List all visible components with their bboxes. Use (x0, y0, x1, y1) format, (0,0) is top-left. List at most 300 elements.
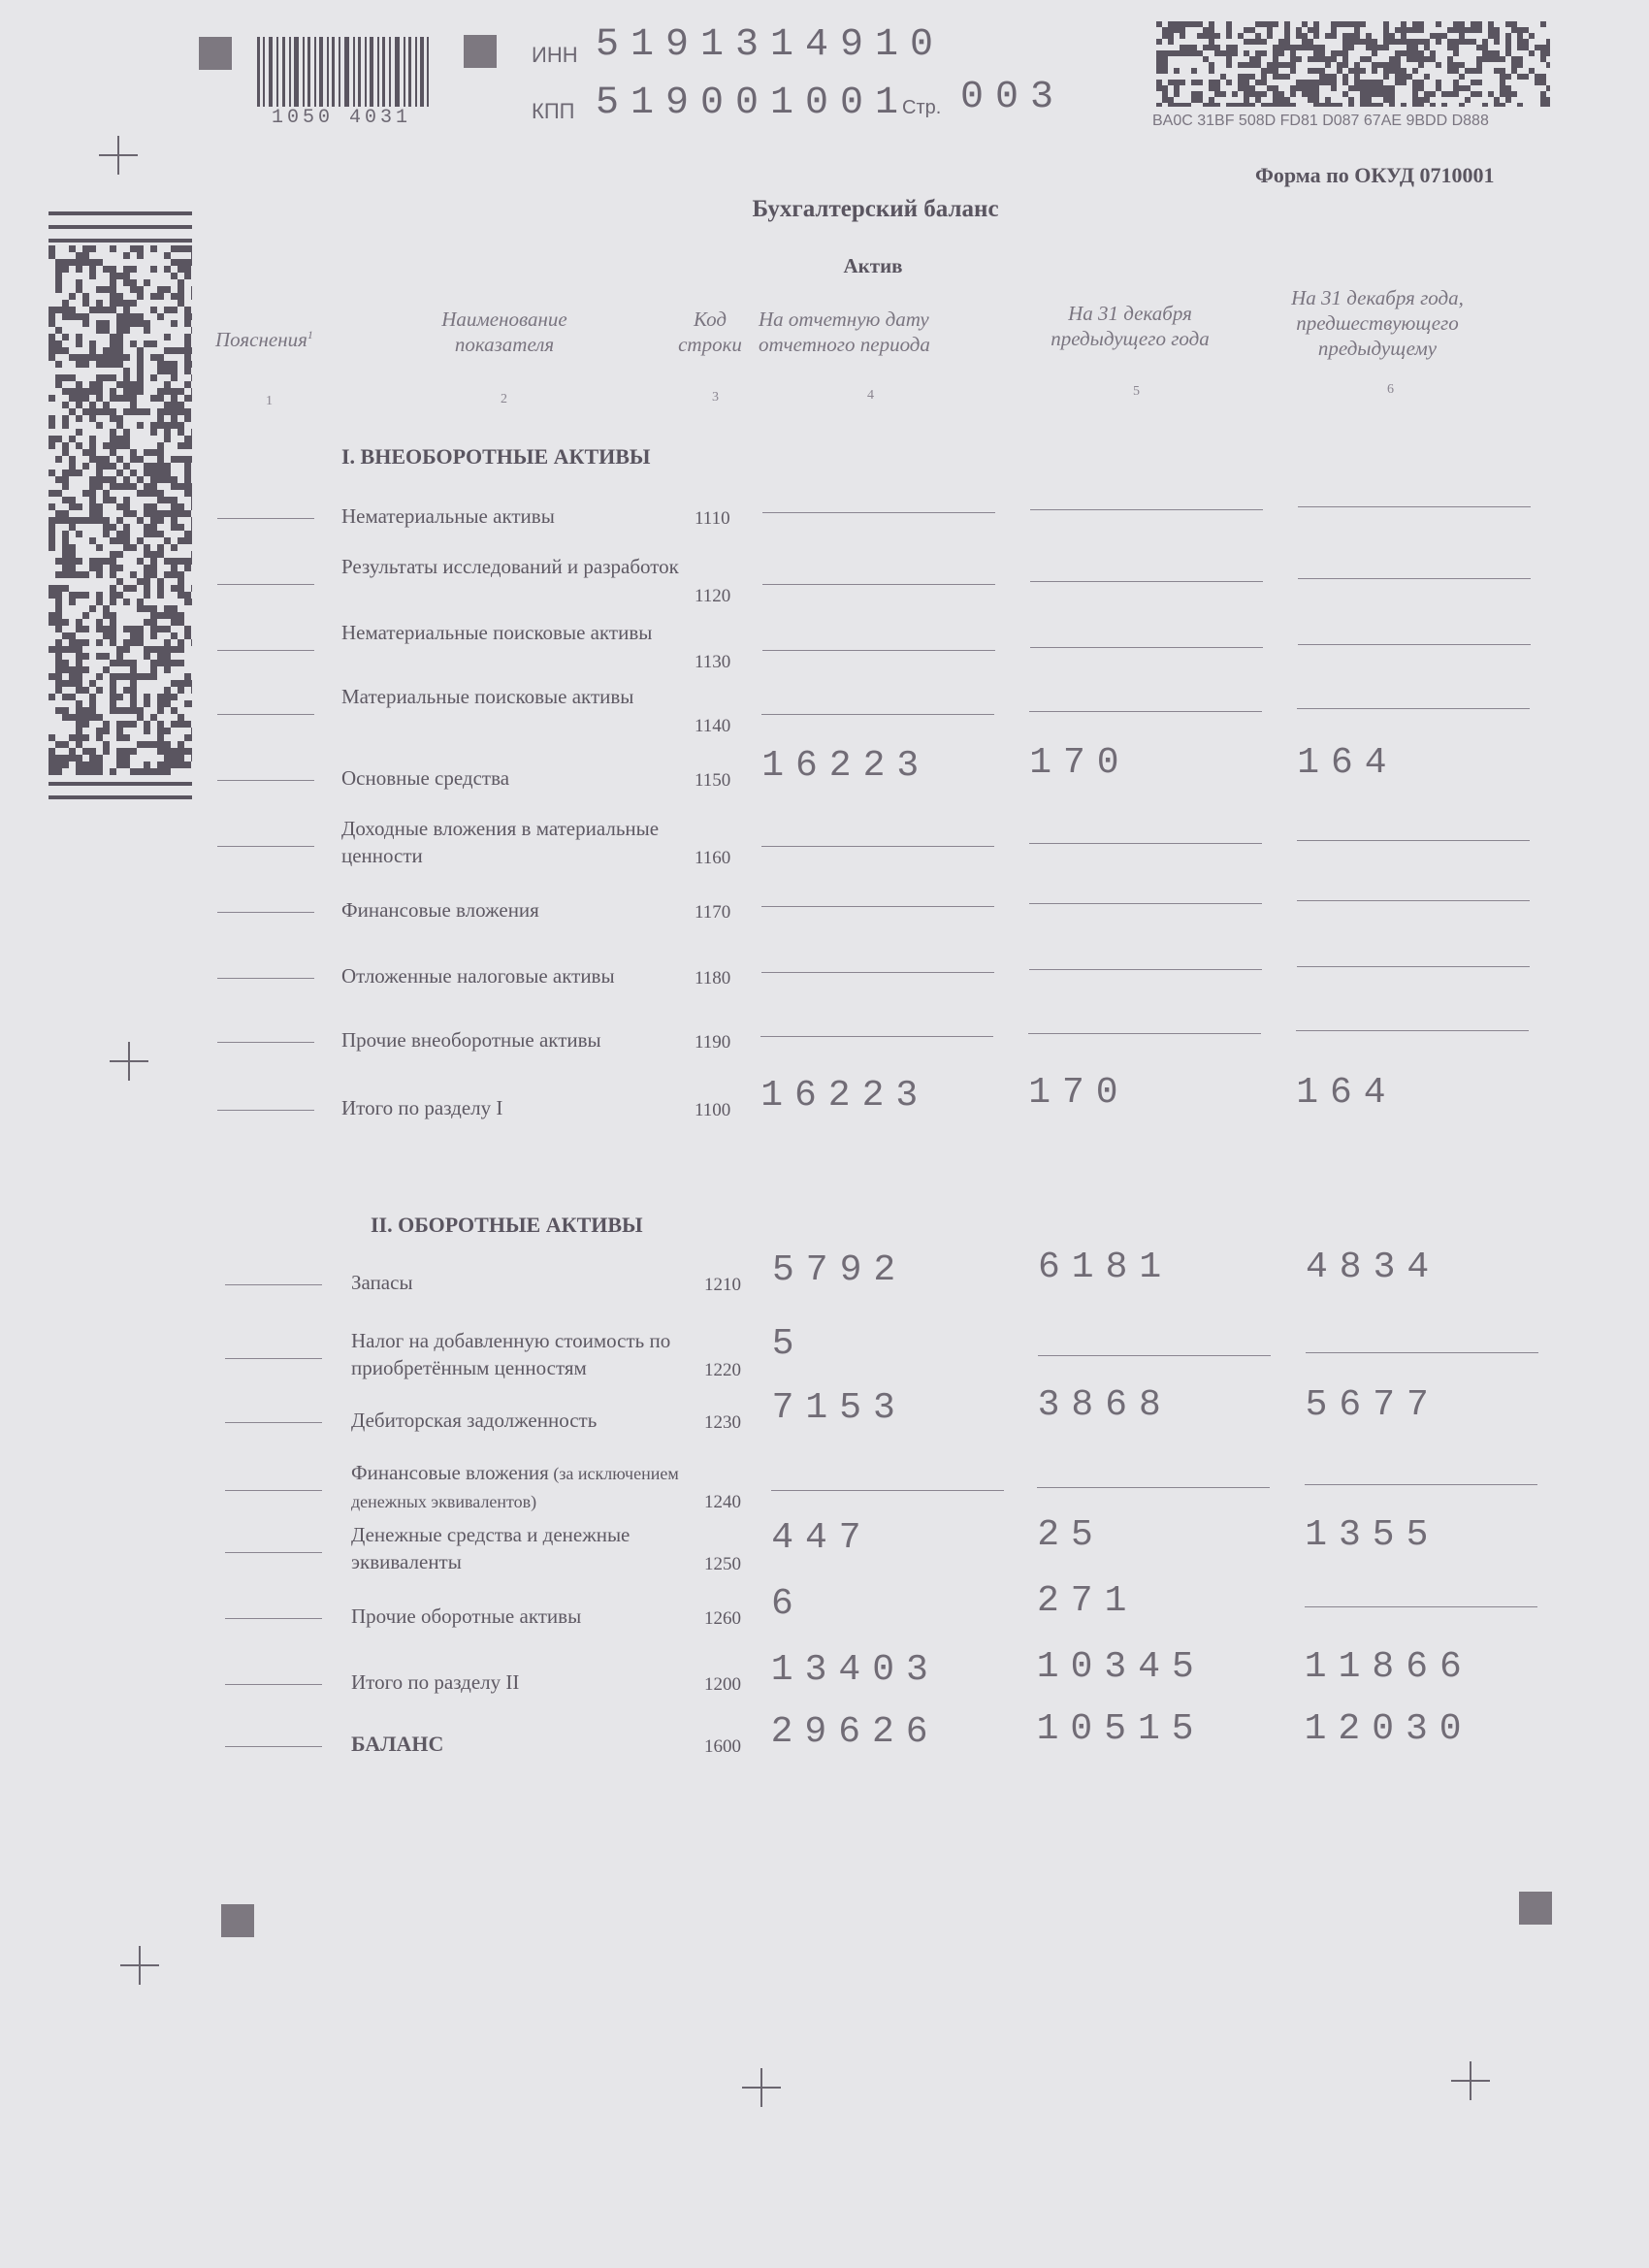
barcode-module (191, 456, 192, 463)
barcode-module (110, 700, 116, 707)
barcode-module (1383, 39, 1389, 45)
barcode-module (55, 585, 62, 592)
barcode-module (191, 639, 192, 646)
barcode-module (1535, 74, 1540, 80)
barcode-module (62, 442, 69, 449)
barcode-module (110, 436, 116, 442)
barcode-module (144, 585, 150, 592)
notes-line (217, 912, 314, 913)
barcode-module (1517, 27, 1523, 33)
barcode-module (144, 619, 150, 626)
barcode-module (123, 734, 130, 741)
barcode-module (1261, 91, 1267, 97)
barcode-module (1244, 62, 1249, 68)
barcode-module (1500, 91, 1505, 97)
barcode-module (110, 782, 116, 786)
barcode-module (1372, 62, 1377, 68)
barcode-module (1226, 62, 1232, 68)
barcode-module (1197, 21, 1203, 27)
barcode-module (62, 680, 69, 687)
barcode-module (82, 354, 89, 361)
barcode-module (1290, 91, 1296, 97)
barcode-module (130, 748, 137, 755)
barcode-module (171, 368, 178, 374)
barcode-module (144, 605, 150, 612)
barcode-module (116, 381, 123, 388)
barcode-module (1319, 74, 1325, 80)
barcode-module (1412, 56, 1418, 62)
barcode-module (69, 374, 76, 381)
barcode-module (103, 605, 110, 612)
barcode-module (116, 327, 123, 334)
barcode-module (1372, 45, 1377, 50)
barcode-module (110, 612, 116, 619)
barcode-module (171, 307, 178, 313)
barcode-module (116, 673, 123, 680)
barcode-module (1540, 91, 1546, 97)
barcode-module (82, 313, 89, 320)
barcode-module (123, 748, 130, 755)
barcode-module (191, 497, 192, 503)
barcode-module (1354, 74, 1360, 80)
barcode-module (1459, 39, 1465, 45)
barcode-module (69, 293, 76, 300)
barcode-module (137, 293, 144, 300)
barcode-module (1249, 74, 1255, 80)
barcode-module (1273, 68, 1278, 74)
barcode-module (1529, 33, 1535, 39)
barcode-module (178, 660, 184, 666)
barcode-module (1331, 33, 1337, 39)
barcode-module (171, 388, 178, 395)
barcode-module (1162, 50, 1168, 56)
barcode-module (1540, 80, 1546, 85)
barcode-module (184, 748, 191, 755)
barcode-module (76, 442, 82, 449)
barcode-module (191, 524, 192, 531)
barcode-module (69, 463, 76, 470)
barcode-module (1331, 56, 1337, 62)
barcode-module (69, 395, 76, 402)
notes-line (217, 650, 314, 651)
barcode-module (144, 510, 150, 517)
empty-value-line (1298, 506, 1531, 507)
barcode-module (69, 632, 76, 639)
barcode-module (82, 239, 89, 243)
barcode-module (178, 245, 184, 252)
barcode-module (69, 714, 76, 721)
barcode-module (123, 721, 130, 728)
barcode-module (1244, 85, 1249, 91)
barcode-module (1331, 50, 1337, 56)
barcode-module (1308, 68, 1313, 74)
barcode-module (178, 795, 184, 799)
barcode-module (1348, 45, 1354, 50)
barcode-module (171, 239, 178, 243)
row-code: 1150 (695, 770, 731, 791)
barcode-module (1348, 33, 1354, 39)
barcode-module (110, 497, 116, 503)
barcode-module (110, 537, 116, 544)
value-col-4: 7153 (771, 1387, 907, 1429)
barcode-module (137, 537, 144, 544)
barcode-module (137, 313, 144, 320)
barcode-module (116, 795, 123, 799)
barcode-module (184, 313, 191, 320)
barcode-module (184, 761, 191, 768)
barcode-module (171, 748, 178, 755)
barcode-module (123, 660, 130, 666)
barcode-module (1424, 97, 1430, 103)
barcode-module (1156, 50, 1162, 56)
barcode-module (1313, 80, 1319, 85)
empty-value-line (1298, 644, 1531, 645)
barcode-module (96, 408, 103, 415)
barcode-module (89, 483, 96, 490)
barcode-module (1156, 62, 1162, 68)
barcode-module (144, 279, 150, 286)
barcode-module (164, 476, 171, 483)
barcode-module (1441, 103, 1447, 107)
barcode-module (1529, 50, 1535, 56)
barcode-module (191, 442, 192, 449)
barcode-module (116, 551, 123, 558)
barcode-module (1401, 80, 1406, 85)
barcode-module (191, 551, 192, 558)
barcode-module (1278, 45, 1284, 50)
barcode-module (116, 225, 123, 229)
barcode-module (76, 334, 82, 340)
barcode-module (1389, 39, 1395, 45)
barcode-module (1453, 91, 1459, 97)
barcode-module (110, 680, 116, 687)
barcode-module (157, 415, 164, 422)
barcode-module (1406, 50, 1412, 56)
barcode-module (1395, 39, 1401, 45)
barcode-module (171, 456, 178, 463)
barcode-module (1471, 91, 1476, 97)
barcode-module (1418, 62, 1424, 68)
barcode-module (103, 354, 110, 361)
barcode-module (116, 395, 123, 402)
barcode-module (89, 340, 96, 347)
barcode-module (82, 517, 89, 524)
barcode-module (144, 470, 150, 476)
barcode-module (150, 490, 157, 497)
notes-line (225, 1746, 322, 1747)
barcode-module (157, 442, 164, 449)
registration-square (1519, 1892, 1552, 1925)
barcode-module (184, 680, 191, 687)
barcode-module (1209, 85, 1214, 91)
barcode-module (1430, 103, 1436, 107)
barcode-module (48, 646, 55, 653)
barcode-module (1494, 39, 1500, 45)
barcode-module (116, 456, 123, 463)
barcode-module (82, 782, 89, 786)
barcode-module (137, 639, 144, 646)
barcode-module (1278, 39, 1284, 45)
row-label: Отложенные налоговые активы (341, 964, 615, 988)
barcode-module (171, 524, 178, 531)
barcode-module (82, 687, 89, 694)
barcode-module (69, 245, 76, 252)
barcode-module (96, 714, 103, 721)
barcode-module (1284, 62, 1290, 68)
barcode-module (1296, 85, 1302, 91)
barcode-module (137, 422, 144, 429)
barcode-module (76, 558, 82, 565)
barcode-module (150, 795, 157, 799)
barcode-module (1255, 21, 1261, 27)
barcode-module (1511, 21, 1517, 27)
barcode-module (1500, 74, 1505, 80)
barcode-module (1273, 91, 1278, 97)
barcode-module (130, 456, 137, 463)
barcode-module (89, 755, 96, 761)
barcode-module (1180, 50, 1185, 56)
barcode-module (137, 707, 144, 714)
barcode-module (178, 721, 184, 728)
barcode-module (1308, 80, 1313, 85)
barcode-module (150, 395, 157, 402)
barcode-module (1290, 45, 1296, 50)
barcode-module (171, 476, 178, 483)
barcode-module (62, 666, 69, 673)
barcode-module (157, 517, 164, 524)
barcode-module (1255, 39, 1261, 45)
barcode-module (184, 395, 191, 402)
barcode-module (164, 429, 171, 436)
barcode-module (1471, 80, 1476, 85)
barcode-module (178, 524, 184, 531)
barcode-module (82, 245, 89, 252)
barcode-module (1313, 21, 1319, 27)
barcode-module (1162, 33, 1168, 39)
barcode-module (150, 307, 157, 313)
barcode-module (184, 558, 191, 565)
row-label: Доходные вложения в материальные ценности (341, 817, 660, 867)
barcode-module (1191, 80, 1197, 85)
barcode-module (1511, 56, 1517, 62)
barcode-module (144, 653, 150, 660)
barcode-module (1360, 103, 1366, 107)
barcode-module (89, 700, 96, 707)
barcode-module (184, 340, 191, 347)
barcode-module (96, 286, 103, 293)
barcode-module (1372, 103, 1377, 107)
barcode-module (89, 680, 96, 687)
barcode-module (1284, 103, 1290, 107)
barcode-module (123, 503, 130, 510)
barcode-module (82, 707, 89, 714)
barcode-module (103, 558, 110, 565)
barcode-module (1180, 45, 1185, 50)
barcode-module (1482, 56, 1488, 62)
barcode-module (157, 782, 164, 786)
barcode-module (1156, 80, 1162, 85)
barcode-module (164, 408, 171, 415)
barcode-module (116, 320, 123, 327)
barcode-module (48, 537, 55, 544)
barcode-module (1406, 39, 1412, 45)
value-col-5: 10345 (1036, 1646, 1206, 1688)
barcode-module (171, 707, 178, 714)
barcode-module (130, 300, 137, 307)
barcode-module (82, 721, 89, 728)
barcode-module (1214, 85, 1220, 91)
barcode-module (1546, 85, 1550, 91)
barcode-module (1273, 62, 1278, 68)
barcode-module (1302, 85, 1308, 91)
barcode-module (1238, 74, 1244, 80)
barcode-module (178, 748, 184, 755)
barcode-module (123, 544, 130, 551)
barcode-module (1383, 85, 1389, 91)
barcode-module (171, 646, 178, 653)
barcode-module (157, 395, 164, 402)
barcode-module (1203, 56, 1209, 62)
empty-value-line (762, 584, 995, 585)
barcode-module (62, 565, 69, 571)
barcode-module (178, 761, 184, 768)
barcode-module (69, 354, 76, 361)
barcode-module (1278, 97, 1284, 103)
barcode-module (123, 442, 130, 449)
barcode-module (1505, 50, 1511, 56)
barcode-module (69, 239, 76, 243)
barcode-module (110, 442, 116, 449)
barcode-module (137, 368, 144, 374)
barcode-module (1168, 21, 1174, 27)
barcode-module (130, 395, 137, 402)
barcode-module (171, 422, 178, 429)
barcode-module (1308, 85, 1313, 91)
barcode-module (1261, 68, 1267, 74)
barcode-module (123, 354, 130, 361)
barcode-module (1226, 33, 1232, 39)
column-number: 5 (1133, 384, 1140, 399)
barcode-module (62, 795, 69, 799)
barcode-module (1342, 50, 1348, 56)
barcode-module (96, 558, 103, 565)
barcode-module (76, 646, 82, 653)
barcode-module (1185, 21, 1191, 27)
barcode-module (1412, 39, 1418, 45)
barcode-module (82, 626, 89, 632)
barcode-module (1255, 91, 1261, 97)
barcode-module (76, 626, 82, 632)
barcode-module (69, 456, 76, 463)
empty-value-line (762, 512, 995, 513)
barcode-module (144, 721, 150, 728)
empty-value-line (1029, 711, 1262, 712)
barcode-module (62, 755, 69, 761)
barcode-module (164, 728, 171, 734)
barcode-module (116, 592, 123, 599)
barcode-module (178, 612, 184, 619)
barcode-module (110, 565, 116, 571)
barcode-module (96, 327, 103, 334)
barcode-module (1296, 27, 1302, 33)
barcode-module (69, 755, 76, 761)
barcode-module (164, 741, 171, 748)
barcode-module (1354, 33, 1360, 39)
barcode-module (1214, 33, 1220, 39)
barcode-module (103, 347, 110, 354)
barcode-module (1436, 39, 1441, 45)
row-code: 1170 (695, 902, 731, 923)
barcode-module (1331, 85, 1337, 91)
barcode-module (96, 374, 103, 381)
barcode-module (89, 503, 96, 510)
barcode-module (55, 510, 62, 517)
empty-value-line (1038, 1355, 1271, 1356)
barcode-module (171, 408, 178, 415)
barcode-module (150, 565, 157, 571)
barcode-module (116, 728, 123, 734)
barcode-module (1273, 21, 1278, 27)
barcode-module (184, 361, 191, 368)
barcode-module (1214, 91, 1220, 97)
barcode-module (96, 381, 103, 388)
barcode-module (1191, 21, 1197, 27)
barcode-module (178, 422, 184, 429)
barcode-module (89, 449, 96, 456)
barcode-module (1471, 39, 1476, 45)
barcode-module (1395, 68, 1401, 74)
barcode-module (1331, 103, 1337, 107)
barcode-module (76, 795, 82, 799)
barcode-module (171, 374, 178, 381)
barcode-module (171, 619, 178, 626)
barcode-module (48, 673, 55, 680)
barcode-module (1319, 68, 1325, 74)
barcode-module (144, 320, 150, 327)
barcode-module (130, 279, 137, 286)
barcode-module (144, 408, 150, 415)
barcode-module (110, 347, 116, 354)
barcode-module (150, 646, 157, 653)
barcode-module (69, 748, 76, 755)
barcode-module (1465, 97, 1471, 103)
barcode-module (144, 592, 150, 599)
barcode-module (1377, 45, 1383, 50)
barcode-module (1290, 62, 1296, 68)
barcode-module (171, 755, 178, 761)
barcode-module (110, 463, 116, 470)
barcode-module (1447, 39, 1453, 45)
barcode-module (103, 239, 110, 243)
column-number: 4 (867, 388, 874, 403)
barcode-module (1494, 33, 1500, 39)
barcode-module (123, 429, 130, 436)
barcode-module (62, 646, 69, 653)
barcode-module (1185, 50, 1191, 56)
barcode-module (110, 626, 116, 632)
barcode-module (82, 408, 89, 415)
barcode-module (110, 639, 116, 646)
barcode-module (62, 388, 69, 395)
barcode-module (62, 761, 69, 768)
barcode-module (123, 755, 130, 761)
notes-line (217, 780, 314, 781)
barcode-module (1389, 68, 1395, 74)
barcode-module (69, 565, 76, 571)
barcode-module (1238, 85, 1244, 91)
barcode-module (89, 402, 96, 408)
barcode-module (1313, 56, 1319, 62)
